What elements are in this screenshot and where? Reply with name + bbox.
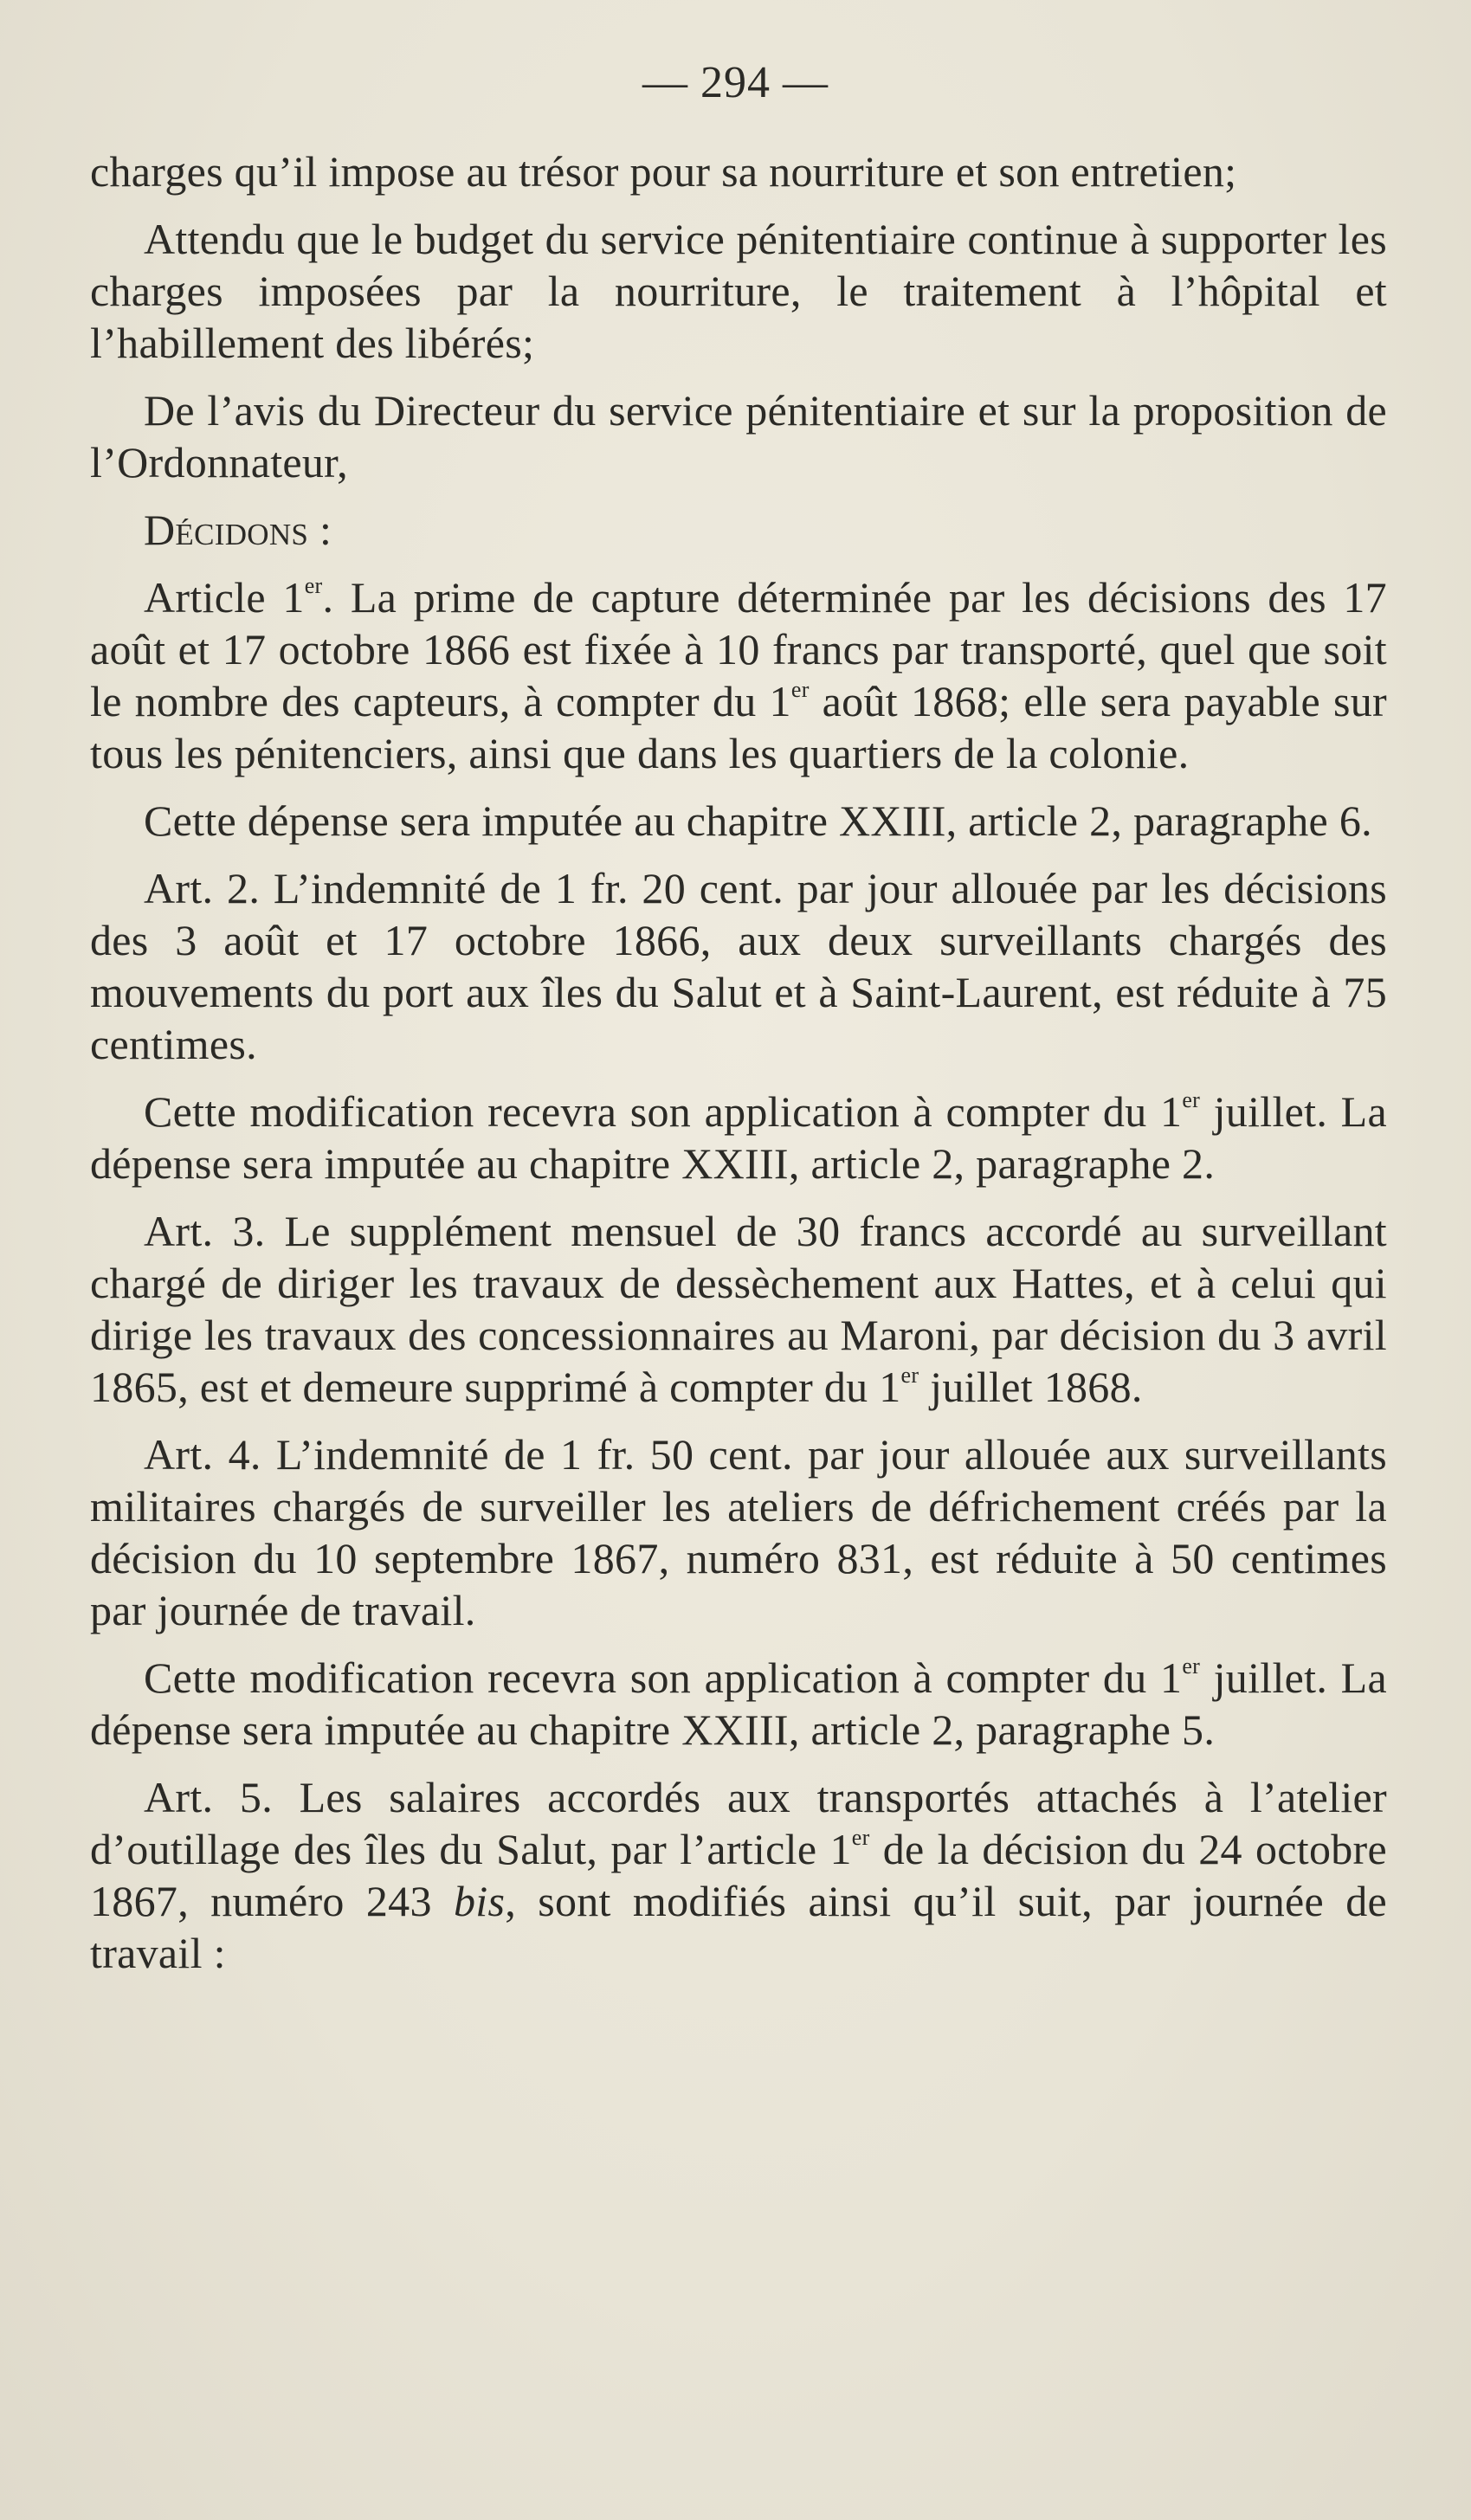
superscript: er (790, 677, 810, 702)
article-5 (90, 1771, 1387, 1979)
superscript: er (851, 1825, 870, 1850)
article-2: Art. 2. L’indemnité de 1 fr. 20 cent. par jour allouée par les décisions des 3 août et 17 octobre 1866, aux deux surveillants chargés des mouvements du port aux îles du Salut et à Saint-Laurent, est réduite à 75 centimes. (90, 864, 1387, 1068)
article-4-continuation (90, 1652, 1387, 1756)
article-5-text-a: Art. 5. Les salaires accordés aux transportés attachés à l’atelier d’outillage des îles du Salut, par l’article 1 (90, 1773, 1387, 1873)
page-number: — 294 — (642, 58, 829, 107)
superscript: er (304, 573, 323, 598)
paragraph-attendu: Attendu que le budget du service pénitentiaire continue à supporter les charges imposées par la nourriture, le traitement à l’hôpital et l’habillement des libérés; (90, 215, 1387, 367)
paragraph-avis: De l’avis du Directeur du service pénitentiaire et sur la proposition de l’Ordonnateur, (90, 386, 1387, 487)
article-4-cont-b: juillet. La dépense sera imputée au chapitre XXIII, article 2, paragraphe 5. (90, 1653, 1387, 1754)
body-text (90, 145, 1387, 1995)
article-4-cont-a: Cette modification recevra son application à compter du 1 (144, 1653, 1183, 1702)
article-5-bis: bis (453, 1877, 506, 1925)
article-3 (90, 1205, 1387, 1413)
article-3-text-a: Art. 3. Le supplément mensuel de 30 francs accordé au surveillant chargé de diriger les travaux de dessèchement aux Hattes, et à celui qui dirige les travaux des concessionnaires au Maroni, par décision du 3 avril 1865, est et demeure supprimé à compter du 1 (90, 1207, 1387, 1411)
superscript: er (900, 1363, 919, 1388)
paragraph-continuation: charges qu’il impose au trésor pour sa nourriture et son entretien; (90, 147, 1237, 196)
superscript: er (1182, 1653, 1201, 1679)
article-4: Art. 4. L’indemnité de 1 fr. 50 cent. par jour allouée aux surveillants militaires chargés de surveiller les ateliers de défrichement créés par la décision du 10 septembre 1867, numéro 831, est réduite à 50 centimes par journée de travail. (90, 1430, 1387, 1634)
article-3-text-b: juillet 1868. (919, 1363, 1143, 1411)
heading-decidons: Décidons : (144, 506, 332, 554)
article-2-continuation (90, 1086, 1387, 1189)
article-2-cont-b: juillet. La dépense sera imputée au chapitre XXIII, article 2, paragraphe 2. (90, 1087, 1387, 1188)
article-1-text-a: . La prime de capture déterminée par les décisions des 17 août et 17 octobre 1866 est fixée à 10 francs par transporté, quel que soit le nombre des capteurs, à compter du 1 (90, 573, 1387, 725)
article-5-text-c: , sont modifiés ainsi qu’il suit, par journée de travail : (90, 1877, 1388, 1977)
superscript: er (1182, 1087, 1201, 1112)
article-1 (90, 571, 1387, 779)
article-1-continuation: Cette dépense sera imputée au chapitre XXIII, article 2, paragraphe 6. (144, 796, 1372, 845)
article-2-cont-a: Cette modification recevra son application à compter du 1 (144, 1087, 1183, 1136)
article-1-label: Article 1 (144, 573, 305, 622)
article-5-text-b: de la décision du 24 octobre 1867, numéro 243 (90, 1825, 1387, 1925)
article-1-text-b: août 1868; elle sera payable sur tous les pénitenciers, ainsi que dans les quartiers de la colonie. (90, 677, 1387, 777)
